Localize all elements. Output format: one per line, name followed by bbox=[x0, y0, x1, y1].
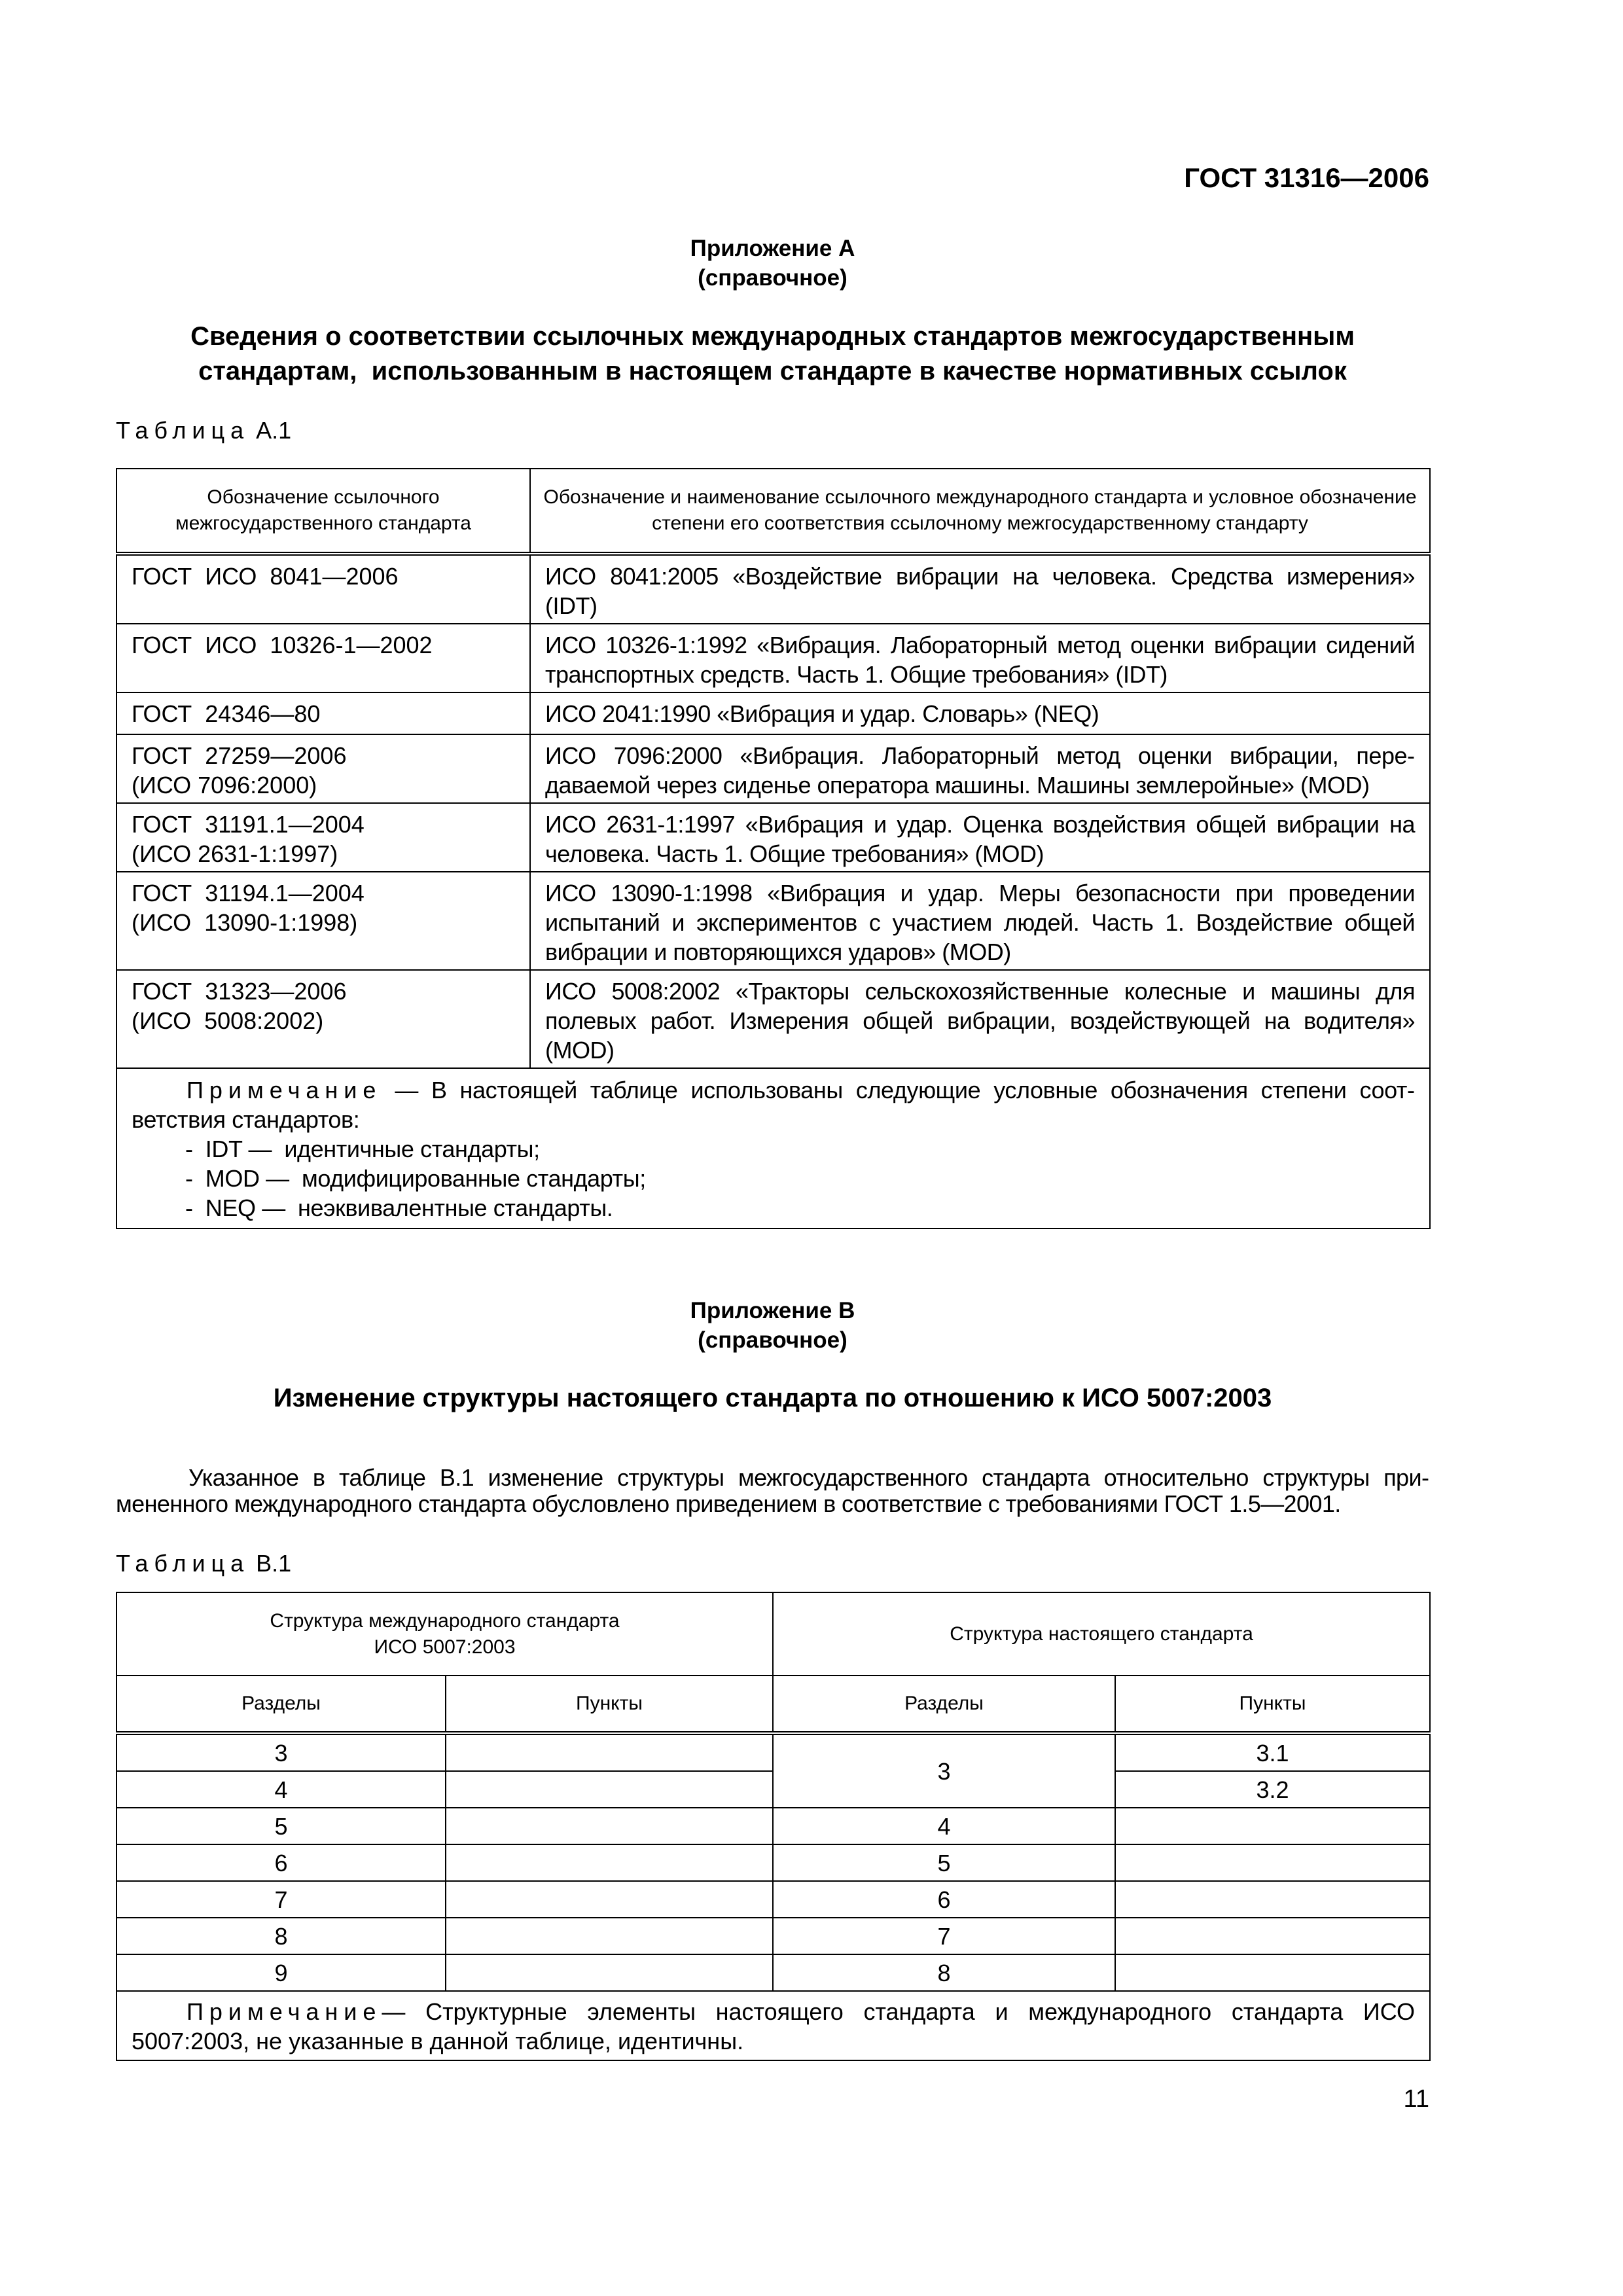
nat-clause-cell bbox=[1115, 1918, 1430, 1954]
intl-section-cell: 7 bbox=[116, 1881, 446, 1918]
note-item-mod: - MOD — модифицированные стандарты; bbox=[185, 1165, 646, 1192]
group-header-international bbox=[116, 1592, 773, 1676]
annex-b-label: Приложение В bbox=[690, 1298, 855, 1323]
nat-section-cell: 4 bbox=[773, 1808, 1115, 1844]
table-row bbox=[116, 554, 1430, 624]
note-lead: Примечание bbox=[187, 1077, 382, 1103]
intl-section-cell: 5 bbox=[116, 1808, 446, 1844]
intl-clause-cell bbox=[446, 1808, 773, 1844]
national-standard-cell bbox=[116, 692, 530, 734]
table-row bbox=[116, 1808, 1430, 1844]
table-row bbox=[116, 803, 1430, 872]
international-standard-cell: ИСО 2041:1990 «Вибрация и удар. Словарь» (NEQ) bbox=[530, 692, 1430, 734]
national-standard-code: ГОСТ 31191.1—2004 bbox=[132, 811, 365, 838]
intl-section-cell: 4 bbox=[116, 1771, 446, 1808]
annex-b-title: Изменение структуры настоящего стандарта по отношению к ИСО 5007:2003 bbox=[273, 1384, 1272, 1412]
note-lead: Примечание bbox=[187, 1998, 382, 2025]
document-id: ГОСТ 31316—2006 bbox=[1184, 162, 1429, 193]
table-caption-word: Таблица bbox=[116, 417, 250, 444]
national-standard-code: ГОСТ 31323—2006 bbox=[132, 978, 347, 1005]
national-standard-cell bbox=[116, 803, 530, 872]
intl-clause-cell bbox=[446, 1771, 773, 1808]
international-standard-cell: ИСО 13090-1:1998 «Вибрация и удар. Меры безопасности при проведении испытаний и экспериментов с участием людей. Часть 1. Воздействие общей вибрации и повторяющихся ударов» (MOD) bbox=[530, 872, 1430, 970]
annex-b-heading bbox=[116, 1296, 1429, 1355]
note-item-neq: - NEQ — неэквивалентные стандарты. bbox=[185, 1194, 613, 1221]
international-standard-cell: ИСО 5008:2002 «Тракторы сельскохозяйственные колесные и машины для полевых работ. Измерения общей вибрации, воздействующей на водителя» (MOD) bbox=[530, 970, 1430, 1068]
sub-header-nat-sections: Разделы bbox=[773, 1676, 1115, 1733]
national-standard-cell bbox=[116, 734, 530, 803]
intl-section-cell: 6 bbox=[116, 1844, 446, 1881]
intl-section-cell: 9 bbox=[116, 1954, 446, 1991]
nat-clause-cell bbox=[1115, 1954, 1430, 1991]
national-standard-cell bbox=[116, 970, 530, 1068]
page-number: 11 bbox=[1403, 2085, 1429, 2113]
intl-section-cell: 3 bbox=[116, 1733, 446, 1771]
nat-clause-cell: 3.1 bbox=[1115, 1733, 1430, 1771]
intl-clause-cell bbox=[446, 1844, 773, 1881]
national-standard-code: ГОСТ ИСО 10326-1—2002 bbox=[132, 632, 433, 658]
table-row bbox=[116, 692, 1430, 734]
note-text: — В настоящей таблице использованы следующие условные обозначения степени соответствия стандартов: bbox=[132, 1077, 1416, 1133]
group-header-line1: Структура международного стандарта bbox=[270, 1609, 620, 1632]
sub-header-intl-sections: Разделы bbox=[116, 1676, 446, 1733]
international-standard-cell: ИСО 8041:2005 «Воздействие вибрации на человека. Средства измерения» (IDT) bbox=[530, 554, 1430, 624]
table-b1 bbox=[116, 1592, 1431, 2061]
national-standard-cell bbox=[116, 554, 530, 624]
table-a1 bbox=[116, 468, 1431, 1229]
equivalent-iso-code: (ИСО 5008:2002) bbox=[132, 1007, 324, 1034]
annex-b-type: (справочное) bbox=[698, 1327, 847, 1353]
annex-a-title bbox=[116, 319, 1429, 389]
nat-clause-cell bbox=[1115, 1881, 1430, 1918]
column-header-international: Обозначение и наименование ссылочного международного стандарта и условное обозначение степени его соответствия ссылочному межгосударственному стандарту bbox=[530, 469, 1430, 554]
equivalent-iso-code: (ИСО 13090-1:1998) bbox=[132, 909, 358, 936]
national-standard-code: ГОСТ ИСО 8041—2006 bbox=[132, 563, 399, 590]
nat-section-cell: 5 bbox=[773, 1844, 1115, 1881]
table-note-row bbox=[116, 1991, 1430, 2060]
table-row bbox=[116, 1918, 1430, 1954]
group-header-national: Структура настоящего стандарта bbox=[773, 1592, 1430, 1676]
equivalent-iso-code: (ИСО 7096:2000) bbox=[132, 772, 317, 798]
annex-b-paragraph bbox=[116, 1465, 1429, 1517]
nat-section-cell: 6 bbox=[773, 1881, 1115, 1918]
paragraph-text: Указанное в таблице В.1 изменение структуры межгосударственного стандарта относительно структуры примененного международного стандарта обусловлено приведением в соответствие с требованиями ГОСТ 1.5—2001. bbox=[116, 1464, 1429, 1517]
nat-section-cell: 3 bbox=[773, 1733, 1115, 1808]
nat-clause-cell bbox=[1115, 1808, 1430, 1844]
international-standard-cell: ИСО 2631-1:1997 «Вибрация и удар. Оценка воздействия общей вибрации на человека. Часть 1. Общие требования» (MOD) bbox=[530, 803, 1430, 872]
table-row bbox=[116, 734, 1430, 803]
intl-section-cell: 8 bbox=[116, 1918, 446, 1954]
equivalent-iso-code: (ИСО 2631-1:1997) bbox=[132, 840, 338, 867]
table-b1-caption bbox=[116, 1549, 291, 1578]
nat-section-cell: 8 bbox=[773, 1954, 1115, 1991]
table-row bbox=[116, 1954, 1430, 1991]
national-standard-cell bbox=[116, 872, 530, 970]
table-row bbox=[116, 1733, 1430, 1771]
national-standard-code: ГОСТ 24346—80 bbox=[132, 700, 321, 727]
intl-clause-cell bbox=[446, 1918, 773, 1954]
note-text: — Структурные элементы настоящего стандарта и международного стандарта ИСО 5007:2003, не указанные в данной таблице, идентичны. bbox=[132, 1998, 1416, 2054]
table-caption-word: Таблица bbox=[116, 1550, 250, 1577]
table-row bbox=[116, 872, 1430, 970]
annex-a-type: (справочное) bbox=[698, 265, 847, 291]
table-row bbox=[116, 624, 1430, 692]
intl-clause-cell bbox=[446, 1954, 773, 1991]
annex-a-title-line2: стандартам, использованным в настоящем стандарте в качестве нормативных ссылок bbox=[198, 357, 1347, 386]
note-paragraph bbox=[132, 1075, 1415, 1134]
national-standard-cell bbox=[116, 624, 530, 692]
group-header-row bbox=[116, 1592, 1430, 1676]
table-header-row bbox=[116, 469, 1430, 554]
international-standard-cell: ИСО 10326-1:1992 «Вибрация. Лабораторный метод оценки вибрации сидений транспортных средств. Часть 1. Общие требования» (IDT) bbox=[530, 624, 1430, 692]
intl-clause-cell bbox=[446, 1733, 773, 1771]
table-caption-number: А.1 bbox=[256, 417, 292, 444]
group-header-line2: ИСО 5007:2003 bbox=[374, 1636, 516, 1658]
national-standard-code: ГОСТ 27259—2006 bbox=[132, 742, 347, 769]
column-header-national: Обозначение ссылочного межгосударственного стандарта bbox=[116, 469, 530, 554]
nat-section-cell: 7 bbox=[773, 1918, 1115, 1954]
table-note-row bbox=[116, 1068, 1430, 1229]
sub-header-row bbox=[116, 1676, 1430, 1733]
table-note bbox=[116, 1068, 1430, 1229]
table-row bbox=[116, 1881, 1430, 1918]
table-caption-number: В.1 bbox=[256, 1550, 292, 1577]
table-a1-caption bbox=[116, 416, 291, 445]
annex-a-label: Приложение А bbox=[690, 236, 855, 261]
note-item-idt: - IDT — идентичные стандарты; bbox=[185, 1136, 540, 1162]
annex-a-title-line1: Сведения о соответствии ссылочных международных стандартов межгосударственным bbox=[190, 322, 1355, 351]
table-row bbox=[116, 970, 1430, 1068]
nat-clause-cell bbox=[1115, 1844, 1430, 1881]
intl-clause-cell bbox=[446, 1881, 773, 1918]
annex-a-heading bbox=[116, 234, 1429, 293]
nat-clause-cell: 3.2 bbox=[1115, 1771, 1430, 1808]
table-note bbox=[116, 1991, 1430, 2060]
international-standard-cell: ИСО 7096:2000 «Вибрация. Лабораторный метод оценки вибрации, передаваемой через сиденье оператора машины. Машины землеройные» (MOD) bbox=[530, 734, 1430, 803]
sub-header-nat-clauses: Пункты bbox=[1115, 1676, 1430, 1733]
table-row bbox=[116, 1844, 1430, 1881]
national-standard-code: ГОСТ 31194.1—2004 bbox=[132, 880, 365, 906]
sub-header-intl-clauses: Пункты bbox=[446, 1676, 773, 1733]
